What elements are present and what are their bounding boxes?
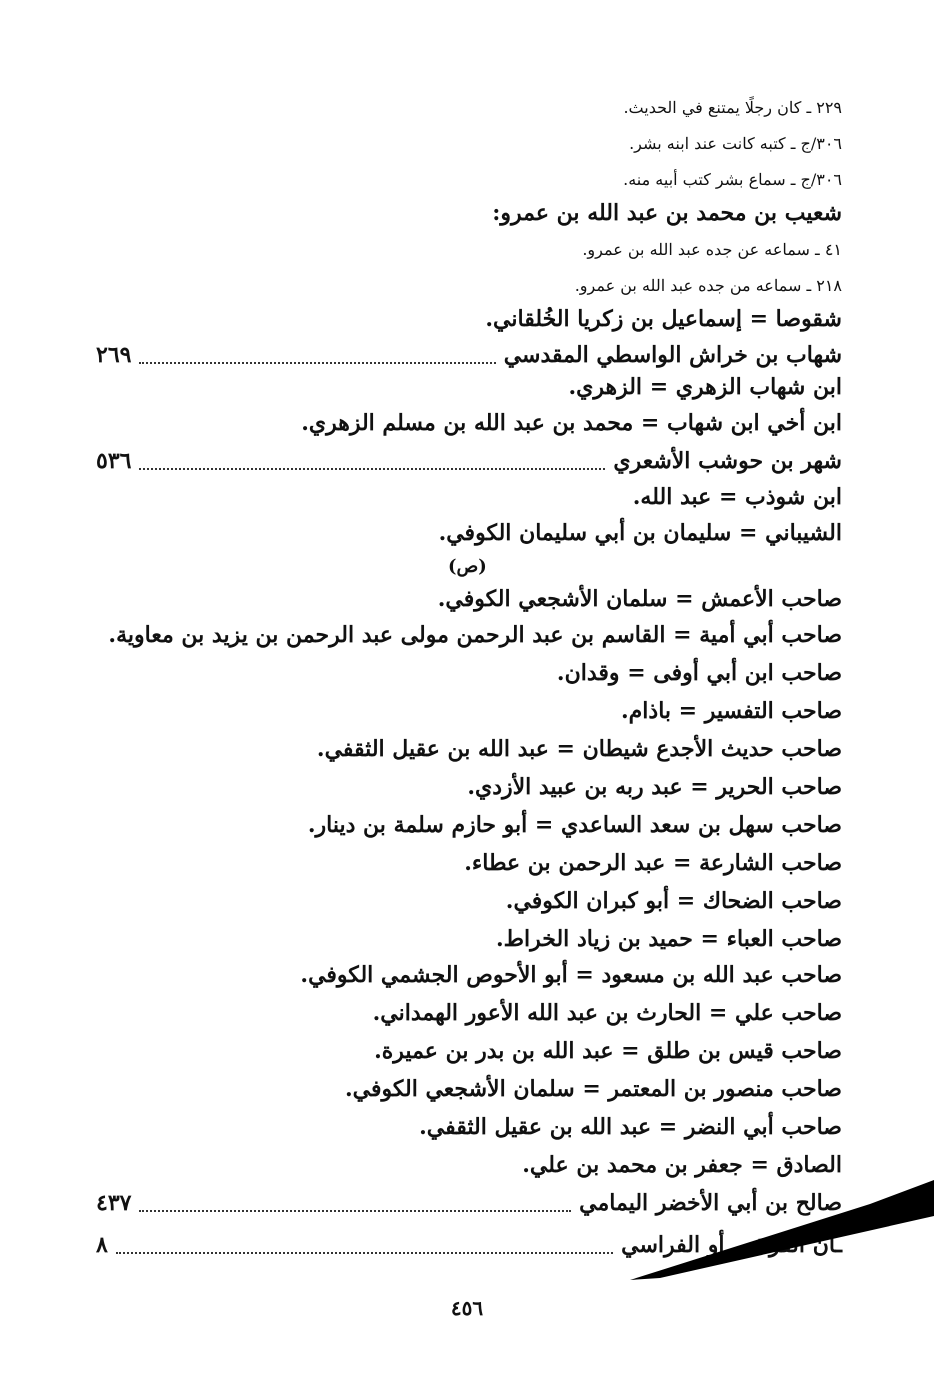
cross-reference: صاحب العباء = حميد بن زياد الخراط. — [496, 926, 842, 952]
page-number: ٤٣٧ — [96, 1190, 132, 1216]
heading-entry: شعيب بن محمد بن عبد الله بن عمرو: — [492, 200, 842, 226]
cross-reference: ابن شوذب = عبد الله. — [632, 484, 842, 510]
dot-leader — [116, 1252, 613, 1254]
page-number: ٢٦٩ — [96, 342, 132, 368]
cross-reference: الشيباني = سليمان بن أبي سليمان الكوفي. — [438, 520, 842, 546]
note-line: ٢١٨ ـ سماعه من جده عبد الله بن عمرو. — [574, 276, 842, 295]
page-folio: ٤٥٦ — [450, 1296, 484, 1320]
index-entry — [96, 446, 842, 476]
cross-reference: صاحب عبد الله بن مسعود = أبو الأحوص الجشمي الكوفي. — [300, 962, 842, 988]
cross-reference: صاحب منصور بن المعتمر = سلمان الأشجعي الكوفي. — [344, 1076, 842, 1102]
cross-reference: صاحب حديث الأجدع شيطان = عبد الله بن عقيل الثقفي. — [316, 736, 842, 762]
page-curl-shadow — [620, 1180, 934, 1290]
page-number: ٥٣٦ — [96, 448, 132, 474]
cross-reference: ابن شهاب الزهري = الزهري. — [568, 374, 842, 400]
cross-reference: صاحب قيس بن طلق = عبد الله بن بدر بن عميرة. — [374, 1038, 842, 1064]
entry-name: صالح بن أبي الأخضر اليمامي — [579, 1190, 842, 1216]
cross-reference: شقوصا = إسماعيل بن زكريا الخُلقاني. — [485, 306, 842, 332]
entry-name: ـان القرشي أو الفراسي — [621, 1232, 842, 1258]
note-line: ٣٠٦/ج ـ سماع بشر كتب أبيه منه. — [623, 170, 842, 189]
note-line: ٣٠٦/ج ـ كتبه كانت عند ابنه بشر. — [629, 134, 842, 153]
cross-reference: صاحب أبي النضر = عبد الله بن عقيل الثقفي. — [419, 1114, 842, 1140]
cross-reference: صاحب أبي أمية = القاسم بن عبد الرحمن مولى عبد الرحمن بن يزيد بن معاوية. — [108, 622, 842, 648]
entry-name: شهر بن حوشب الأشعري — [613, 448, 842, 474]
dot-leader — [139, 1210, 571, 1212]
cross-reference: صاحب الضحاك = أبو كبران الكوفي. — [505, 888, 842, 914]
cross-reference: ابن أخي ابن شهاب = محمد بن عبد الله بن مسلم الزهري. — [301, 410, 842, 436]
dot-leader — [139, 362, 495, 364]
cross-reference: صاحب الحرير = عبد ربه بن عبيد الأزدي. — [467, 774, 842, 800]
cross-reference: صاحب الشارعة = عبد الرحمن بن عطاء. — [464, 850, 842, 876]
cross-reference: الصادق = جعفر بن محمد بن علي. — [522, 1152, 842, 1178]
cross-reference: صاحب سهل بن سعد الساعدي = أبو حازم سلمة بن دينار. — [307, 812, 842, 838]
section-letter: (ص) — [448, 556, 487, 577]
page-number: ٨ — [96, 1232, 108, 1258]
entry-name: شهاب بن خراش الواسطي المقدسي — [503, 342, 842, 368]
dot-leader — [139, 468, 605, 470]
cross-reference: صاحب علي = الحارث بن عبد الله الأعور الهمداني. — [372, 1000, 842, 1026]
cross-reference: صاحب ابن أبي أوفى = وقدان. — [556, 660, 842, 686]
index-entry — [96, 340, 842, 370]
note-line: ٤١ ـ سماعه عن جده عبد الله بن عمرو. — [582, 240, 842, 259]
cross-reference: صاحب التفسير = باذام. — [621, 698, 842, 724]
note-line: ٢٢٩ ـ كان رجلًا يمتنع في الحديث. — [623, 98, 842, 117]
cross-reference: صاحب الأعمش = سلمان الأشجعي الكوفي. — [437, 586, 842, 612]
